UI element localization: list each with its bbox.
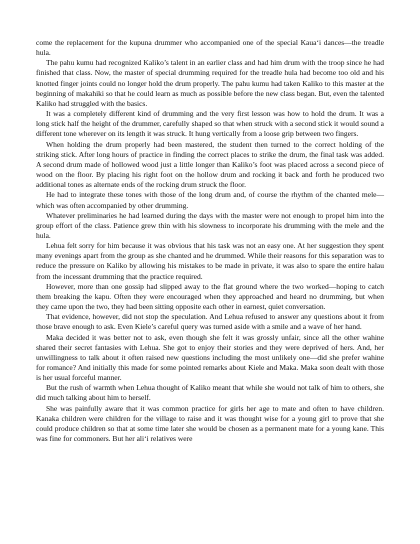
paragraph: She was painfully aware that it was common practice for girls her age to mate and often to have children. Kanaka children were children for the village to raise and it was thought wise for a young girl to prove that she could produce children so that at some time later she would be chosen as a permanent mate for a young kane. This was fine for commoners. But her ali‘i relatives were	[36, 403, 384, 444]
paragraph: It was a completely different kind of drumming and the very first lesson was how to hold the drum. It was a long stick half the height of the drummer, carefully shaped so that when struck with a second stick it would sound a different tone wherever on its length it was struck. It hung vertically from a loose grip between two fingers.	[36, 109, 384, 139]
paragraph: The pahu kumu had recognized Kaliko’s talent in an earlier class and had him drum with the troop since he had finished that class. Now, the master of special drumming required for the treadle hula had become too old and his knotted finger joints could no longer hold the drum properly. The pahu kumu had taken Kaliko to this master at the beginning of makahiki so that he could learn as much as possible before the new class began. But, even the talented Kaliko had struggled with the basics.	[36, 58, 384, 108]
paragraph: That evidence, however, did not stop the speculation. And Lehua refused to answer any questions about it from those brave enough to ask. Even Kiele’s careful query was turned aside with a smile and a wave of her hand.	[36, 312, 384, 332]
paragraph: Lehua felt sorry for him because it was obvious that his task was not an easy one. At her suggestion they spent many evenings apart from the group as she chanted and he drummed. While their reasons for this separation was to reduce the pressure on Kaliko by allowing his mistakes to be made in private, it was also to spare the entire halau from the incessant drumming that the practice required.	[36, 241, 384, 281]
paragraph: Whatever preliminaries he had learned during the days with the master were not enough to propel him into the group effort of the class. Patience grew thin with his slowness to incorporate his drumming with the mele and the hula.	[36, 210, 384, 240]
paragraph: He had to integrate these tones with those of the long drum and, of course the rhythm of the chanted mele—which was often accompanied by other drumming.	[36, 190, 384, 210]
paragraph: Maka decided it was better not to ask, even though she felt it was grossly unfair, since all the other wahine shared their secret fantasies with Lehua. She got to enjoy their stories and they were deprived of hers. And, her unwillingness to talk about it often raised new questions including the most unlikely one—did she prefer wahine for romance? And initially this made for some pointed remarks about Kiele and Maka. Maka soon dealt with those is her usual forceful manner.	[36, 332, 384, 383]
paragraph: When holding the drum properly had been mastered, the student then turned to the correct holding of the striking stick. After long hours of practice in finding the correct places to strike the drum, the final task was added. A second drum made of hollowed wood just a little longer than Kaliko’s foot was placed across a second piece of wood on the floor. By placing his right foot on the hollow drum and rocking it back and forth he produced two additional tones as alternate ends of the rocking drum struck the floor.	[36, 139, 384, 190]
paragraph: However, more than one gossip had slipped away to the flat ground where the two worked—hoping to catch them breaking the kapu. Often they were encouraged when they approached and heard no drumming, but when they came upon the two, they had been sitting opposite each other in earnest, quiet conversation.	[36, 281, 384, 312]
paragraph-continuation: come the replacement for the kupuna drummer who accompanied one of the special Kaua‘i dances—the treadle hula.	[36, 38, 384, 58]
paragraph: But the rush of warmth when Lehua thought of Kaliko meant that while she would not talk of him to others, she did much talking about him to herself.	[36, 383, 384, 403]
body-text	[36, 38, 384, 444]
